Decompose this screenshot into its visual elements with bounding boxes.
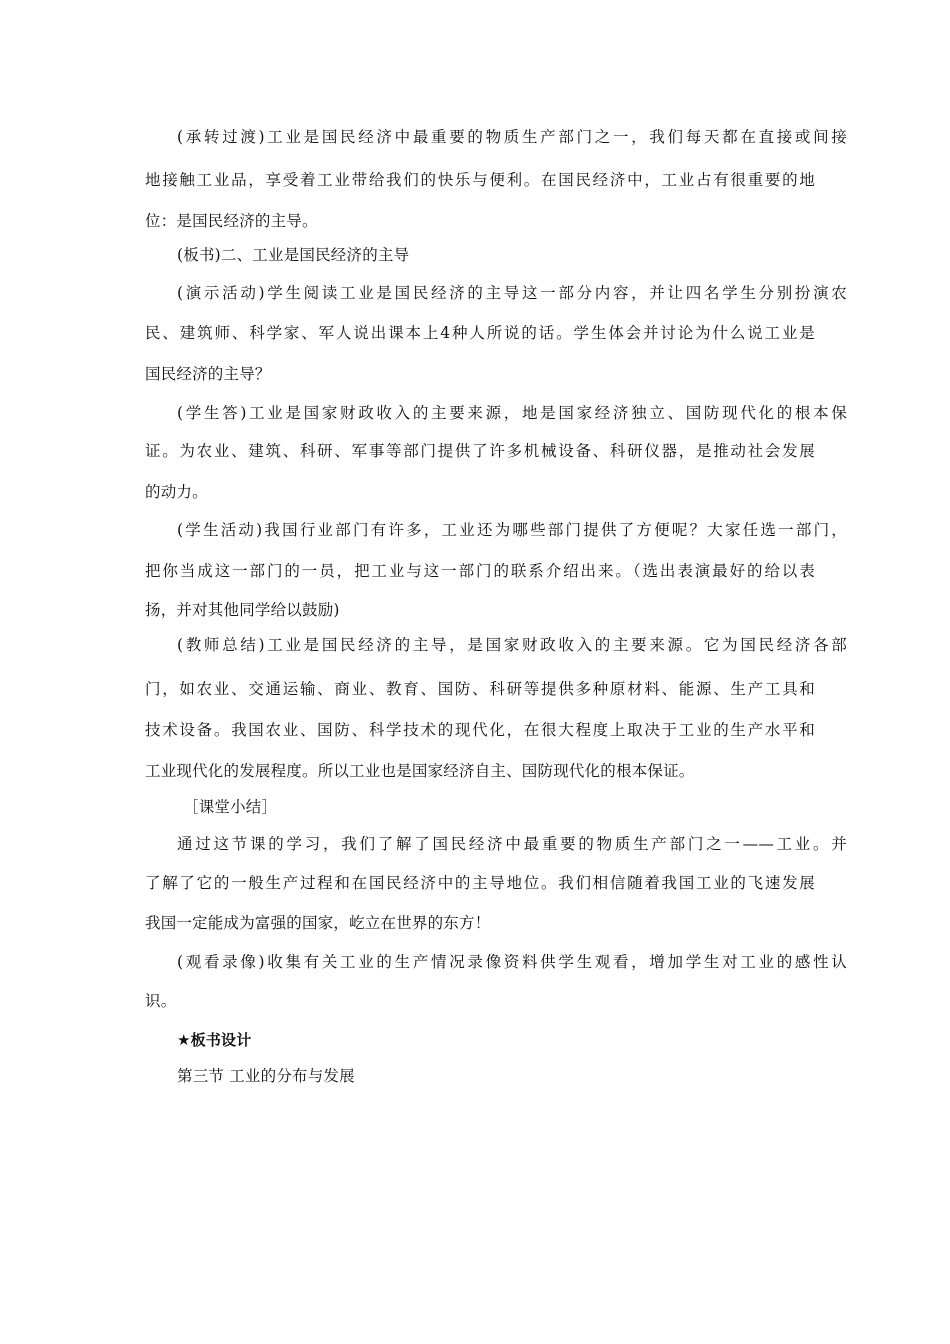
paragraph-line: (学生答)工业是国家财政收入的主要来源，地是国家经济独立、国防现代化的根本保 xyxy=(177,404,847,422)
section-heading: ［课堂小结］ xyxy=(183,798,278,816)
paragraph-line: 了解了它的一般生产过程和在国民经济中的主导地位。我们相信随着我国工业的飞速发展 xyxy=(145,874,815,892)
paragraph-line: (板书)二、工业是国民经济的主导 xyxy=(177,246,410,264)
paragraph-line: 证。为农业、建筑、科研、军事等部门提供了许多机械设备、科研仪器，是推动社会发展 xyxy=(145,442,815,460)
board-design-title: 第三节 工业的分布与发展 xyxy=(177,1067,355,1085)
paragraph-line: (承转过渡)工业是国民经济中最重要的物质生产部门之一，我们每天都在直接或间接 xyxy=(177,128,847,146)
board-design-heading: ★板书设计 xyxy=(177,1031,252,1049)
paragraph-line: 把你当成这一部门的一员，把工业与这一部门的联系介绍出来。（选出表演最好的给以表 xyxy=(145,562,815,580)
paragraph-line: 门，如农业、交通运输、商业、教育、国防、科研等提供多种原材料、能源、生产工具和 xyxy=(145,680,815,698)
paragraph-line: 地接触工业品，享受着工业带给我们的快乐与便利。在国民经济中，工业占有很重要的地 xyxy=(145,171,815,189)
paragraph-line: 的动力。 xyxy=(145,483,208,501)
paragraph-line: 我国一定能成为富强的国家，屹立在世界的东方！ xyxy=(145,914,491,932)
paragraph-line: (观看录像)收集有关工业的生产情况录像资料供学生观看，增加学生对工业的感性认 xyxy=(177,953,847,971)
paragraph-line: (演示活动)学生阅读工业是国民经济的主导这一部分内容，并让四名学生分别扮演农 xyxy=(177,284,847,302)
paragraph-line: 通过这节课的学习，我们了解了国民经济中最重要的物质生产部门之一——工业。并 xyxy=(177,835,847,853)
paragraph-line: (教师总结)工业是国民经济的主导，是国家财政收入的主要来源。它为国民经济各部 xyxy=(177,636,847,654)
paragraph-line: 国民经济的主导？ xyxy=(145,365,271,383)
paragraph-line: 技术设备。我国农业、国防、科学技术的现代化，在很大程度上取决于工业的生产水平和 xyxy=(145,721,815,739)
paragraph-line: 工业现代化的发展程度。所以工业也是国家经济自主、国防现代化的根本保证。 xyxy=(145,762,695,780)
paragraph-line: (学生活动)我国行业部门有许多，工业还为哪些部门提供了方便呢？大家任选一部门， xyxy=(177,521,847,539)
paragraph-line: 识。 xyxy=(145,992,177,1010)
paragraph-line: 扬，并对其他同学给以鼓励) xyxy=(145,601,340,619)
paragraph-line: 位：是国民经济的主导。 xyxy=(145,212,318,230)
paragraph-line: 民、建筑师、科学家、军人说出课本上4种人所说的话。学生体会并讨论为什么说工业是 xyxy=(145,324,815,342)
